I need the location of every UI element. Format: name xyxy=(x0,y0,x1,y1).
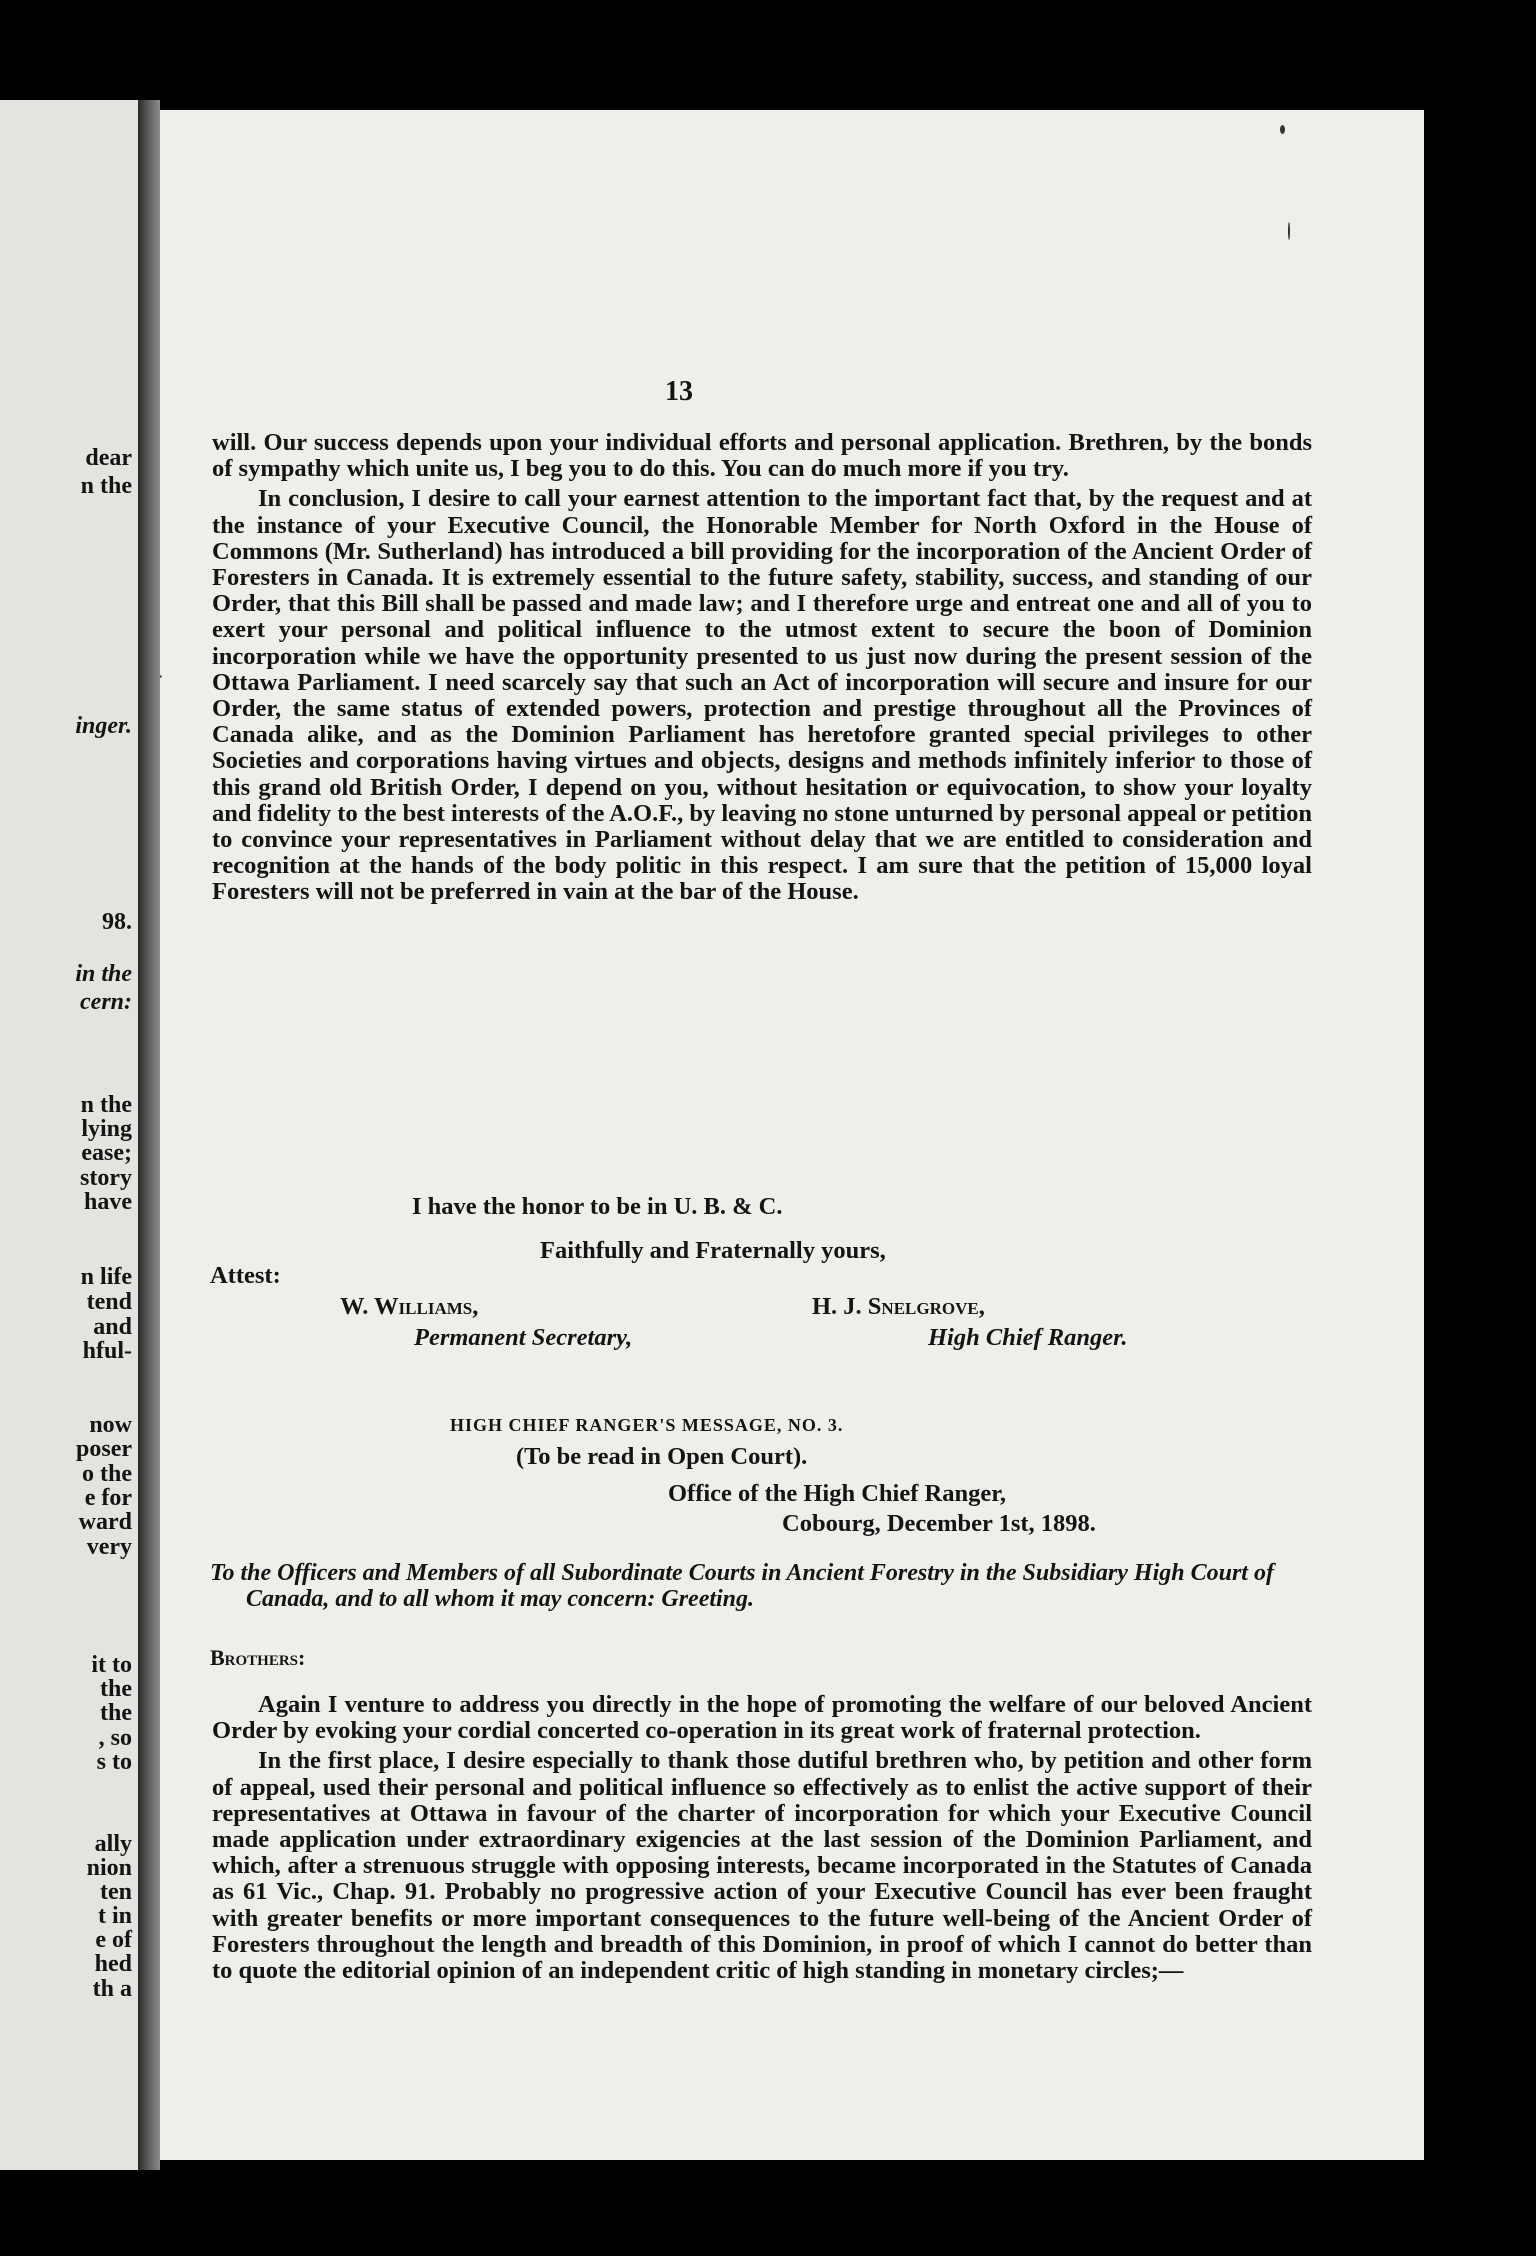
closing-valediction: Faithfully and Fraternally yours, xyxy=(540,1237,886,1264)
left-page-line: inger. xyxy=(75,713,132,739)
closing-honor: I have the honor to be in U. B. & C. xyxy=(412,1193,783,1220)
message-paragraph-2: In the first place, I desire especially to thank those dutiful brethren who, by petition and other form of appeal, used their personal and political influence so effectively as to enlist the active support of their representatives at Ottawa in favour of the charter of incorporation for which your Executive Council made application under extraordinary exigencies at the last session of the Dominion Parliament, and which, after a strenuous struggle with opposing interests, became incorporated in the Statutes of Canada as 61 Vic., Chap. 91. Probably no progressive action of your Executive Council has ever been fraught with greater benefits or more important consequences to the future well-being of the Ancient Order of Foresters throughout the length and breadth of this Dominion, in proof of which I cannot do better than to quote the editorial opinion of an independent critic of high standing in monetary circles;— xyxy=(212,1747,1312,1985)
left-page-line: in the xyxy=(75,961,132,987)
left-page-line: 98. xyxy=(102,909,132,935)
left-page-fragment xyxy=(0,100,138,2170)
left-page-line: lying xyxy=(81,1116,132,1142)
left-page-line: it to xyxy=(91,1652,132,1678)
left-page-line: have xyxy=(84,1189,132,1215)
left-page-line: story xyxy=(80,1165,132,1191)
signature-ranger-name: H. J. Snelgrove, xyxy=(812,1293,985,1320)
paragraph-conclusion: In conclusion, I desire to call your earnest attention to the important fact that, by the request and at the instance of your Executive Council, the Honorable Member for North Oxford in the House of Commons (Mr. Sutherland) has introduced a bill providing for the incorporation of the Ancient Order of Foresters in Canada. It is extremely essential to the future safety, stability, success, and standing of our Order, that this Bill shall be passed and made law; and I therefore urge and entreat one and all of you to exert your personal and political influence to the utmost extent to secure the boon of Dominion incorporation while we have the opportunity presented to us just now during the present session of the Ottawa Parliament. I need scarcely say that such an Act of incorporation will secure and insure for our Order, the same status of extended powers, protection and prestige throughout all the Provinces of Canada alike, and as the Dominion Parliament has heretofore granted special privileges to other Societies and corporations having virtues and objects, designs and methods infinitely inferior to those of this grand old British Order, I depend on you, without hesitation or equivocation, to show your loyalty and fidelity to the best interests of the A.O.F., by leaving no stone unturned by personal appeal or petition to convince your representatives in Parliament without delay that we are entitled to consideration and recognition at the hands of the body politic in this respect. I am sure that the petition of 15,000 loyal Foresters will not be preferred in vain at the bar of the House. xyxy=(212,485,1312,906)
left-page-line: ward xyxy=(78,1509,132,1535)
page-speck xyxy=(1288,222,1290,240)
page-number: 13 xyxy=(665,376,693,407)
left-page-line: t in xyxy=(97,1903,132,1929)
message-paragraph-1: Again I venture to address you directly in the hope of promoting the welfare of our beloved Ancient Order by evoking your cordial concerted co-operation in its great work of fraternal protection. xyxy=(212,1691,1312,1745)
left-page-line: , so xyxy=(98,1725,132,1751)
message-heading: HIGH CHIEF RANGER'S MESSAGE, NO. 3. xyxy=(450,1415,844,1435)
left-page-line: very xyxy=(86,1534,132,1560)
left-page-line: dear xyxy=(85,445,132,471)
left-page-line: e of xyxy=(95,1927,132,1953)
message-place-date: Cobourg, December 1st, 1898. xyxy=(782,1510,1096,1537)
left-page-line: cern: xyxy=(80,989,132,1015)
message-address: To the Officers and Members of all Subordinate Courts in Ancient Forestry in the Subsidiary High Court of Canada, and to all whom it may concern: Greeting. xyxy=(210,1560,1274,1612)
left-page-line: ten xyxy=(100,1879,132,1905)
left-page-line: tend xyxy=(86,1289,132,1315)
left-page-line: n the xyxy=(80,473,132,499)
body-text-top xyxy=(212,430,1312,906)
page-speck xyxy=(160,675,162,678)
left-page-line: o the xyxy=(82,1461,132,1487)
left-page-line: the xyxy=(100,1676,132,1702)
left-page-line: s to xyxy=(96,1749,132,1775)
signature-secretary-title: Permanent Secretary, xyxy=(414,1324,633,1351)
left-page-line: the xyxy=(100,1700,132,1726)
left-page-line: now xyxy=(89,1412,132,1438)
message-office: Office of the High Chief Ranger, xyxy=(668,1480,1006,1507)
document-page xyxy=(160,110,1424,2160)
left-page-line: nion xyxy=(86,1855,132,1881)
page-speck xyxy=(1280,125,1285,134)
left-page-line: ease; xyxy=(81,1140,132,1166)
left-page-line: hful- xyxy=(82,1338,132,1364)
paragraph-continuation: will. Our success depends upon your individual efforts and personal application. Brethren, by the bonds of sympathy which unite us, I beg you to do this. You can do much more if you try. xyxy=(212,429,1312,483)
left-page-line: n the xyxy=(80,1092,132,1118)
message-salutation: Brothers: xyxy=(210,1645,306,1670)
message-subheading: (To be read in Open Court). xyxy=(516,1443,808,1470)
left-page-line: e for xyxy=(84,1485,132,1511)
left-page-line: poser xyxy=(76,1436,132,1462)
left-page-line: and xyxy=(93,1314,132,1340)
signature-ranger-title: High Chief Ranger. xyxy=(928,1324,1128,1351)
left-page-line: ally xyxy=(94,1831,132,1857)
book-gutter xyxy=(138,100,160,2170)
attest-label: Attest: xyxy=(210,1262,281,1289)
left-page-line: th a xyxy=(92,1976,132,2002)
left-page-line: hed xyxy=(94,1951,132,1977)
signature-secretary-name: W. Williams, xyxy=(340,1293,479,1320)
body-text-message xyxy=(212,1692,1312,1984)
left-page-line: n life xyxy=(80,1264,132,1290)
